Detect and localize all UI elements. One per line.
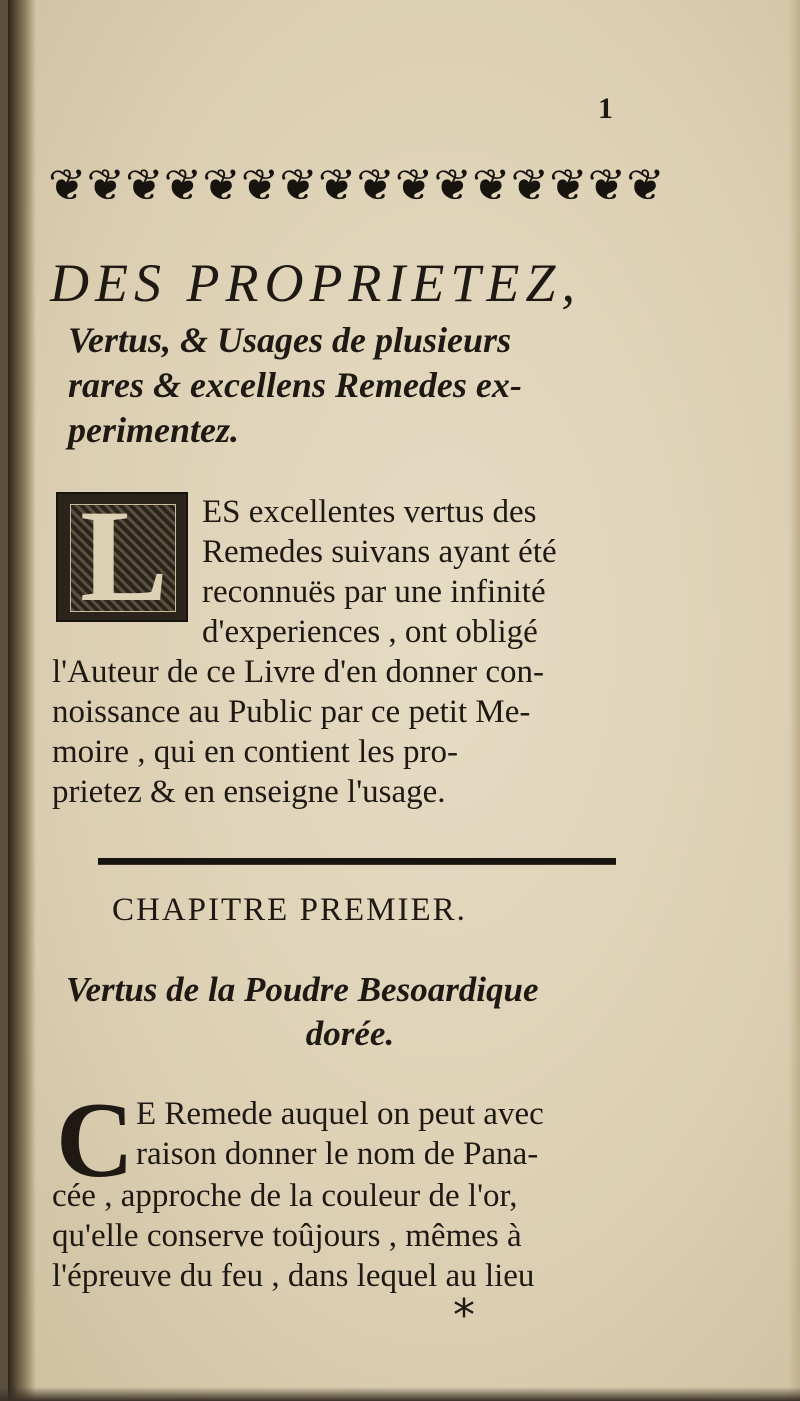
text-line: d'experiences , ont obligé: [202, 614, 538, 650]
text-line: raison donner le nom de Pana-: [136, 1136, 539, 1172]
fleuron-icon: ❦: [510, 159, 550, 211]
body-paragraph-full: [52, 1176, 534, 1296]
section-heading: [66, 968, 626, 1056]
text-line: prietez & en enseigne l'usage.: [52, 774, 446, 810]
book-page: [8, 0, 800, 1401]
fleuron-icon: ❦: [86, 159, 126, 211]
section-heading-line: Vertus de la Poudre Besoardique: [66, 970, 539, 1009]
fleuron-icon: ❦: [202, 159, 241, 211]
page-title: DES PROPRIETEZ,: [50, 253, 581, 313]
text-line: l'épreuve du feu , dans lequel au lieu: [52, 1258, 535, 1294]
text-line: Remedes suivans ayant été: [202, 534, 557, 570]
text-line: ES excellentes vertus des: [202, 494, 537, 530]
fleuron-icon: ❦: [587, 159, 627, 211]
intro-paragraph-indented: [202, 492, 557, 652]
fleuron-icon: ❦: [279, 159, 318, 211]
page-number: 1: [598, 92, 613, 125]
subtitle-line: Vertus, & Usages de plusieurs: [68, 320, 512, 360]
fleuron-icon: ❦: [240, 159, 280, 211]
fleuron-icon: ❦: [48, 159, 87, 211]
text-line: qu'elle conserve toûjours , mêmes à: [52, 1218, 522, 1254]
fleuron-icon: ❦: [394, 159, 434, 211]
decorated-initial-L: [56, 482, 188, 629]
text-line: reconnuës par une infinité: [202, 574, 546, 610]
text-line: l'Auteur de ce Livre d'en donner con-: [52, 654, 545, 690]
initial-letter-C: C: [56, 1081, 134, 1200]
fleuron-icon: ❦: [163, 159, 203, 211]
fleuron-icon: ❦: [626, 159, 665, 211]
printers-ornament-band: [48, 150, 665, 220]
text-line: moire , qui en contient les pro-: [52, 734, 458, 770]
fleuron-icon: ❦: [125, 159, 164, 211]
fleuron-icon: ❦: [472, 159, 511, 211]
catchword-asterisk: *: [453, 1290, 475, 1341]
book-bottom-edge: [0, 1387, 800, 1401]
fleuron-icon: ❦: [356, 159, 395, 211]
fleuron-icon: ❦: [317, 159, 357, 211]
text-line: E Remede auquel on peut avec: [136, 1096, 544, 1132]
fleuron-icon: ❦: [549, 159, 588, 211]
subtitle-line: perimentez.: [68, 410, 239, 450]
book-spine-shadow: [8, 0, 36, 1401]
body-paragraph-indented: [136, 1094, 544, 1174]
intro-paragraph-full: [52, 652, 544, 812]
text-line: cée , approche de la couleur de l'or,: [52, 1178, 518, 1214]
initial-letter: L: [80, 482, 169, 629]
section-heading-line: dorée.: [305, 1014, 395, 1053]
horizontal-rule: [98, 858, 616, 865]
text-line: noissance au Public par ce petit Me-: [52, 694, 531, 730]
page-edge: [788, 0, 800, 1401]
chapter-heading: CHAPITRE PREMIER.: [112, 892, 467, 928]
subtitle: [68, 318, 628, 453]
fleuron-icon: ❦: [433, 159, 473, 211]
subtitle-line: rares & excellens Remedes ex-: [68, 365, 522, 405]
